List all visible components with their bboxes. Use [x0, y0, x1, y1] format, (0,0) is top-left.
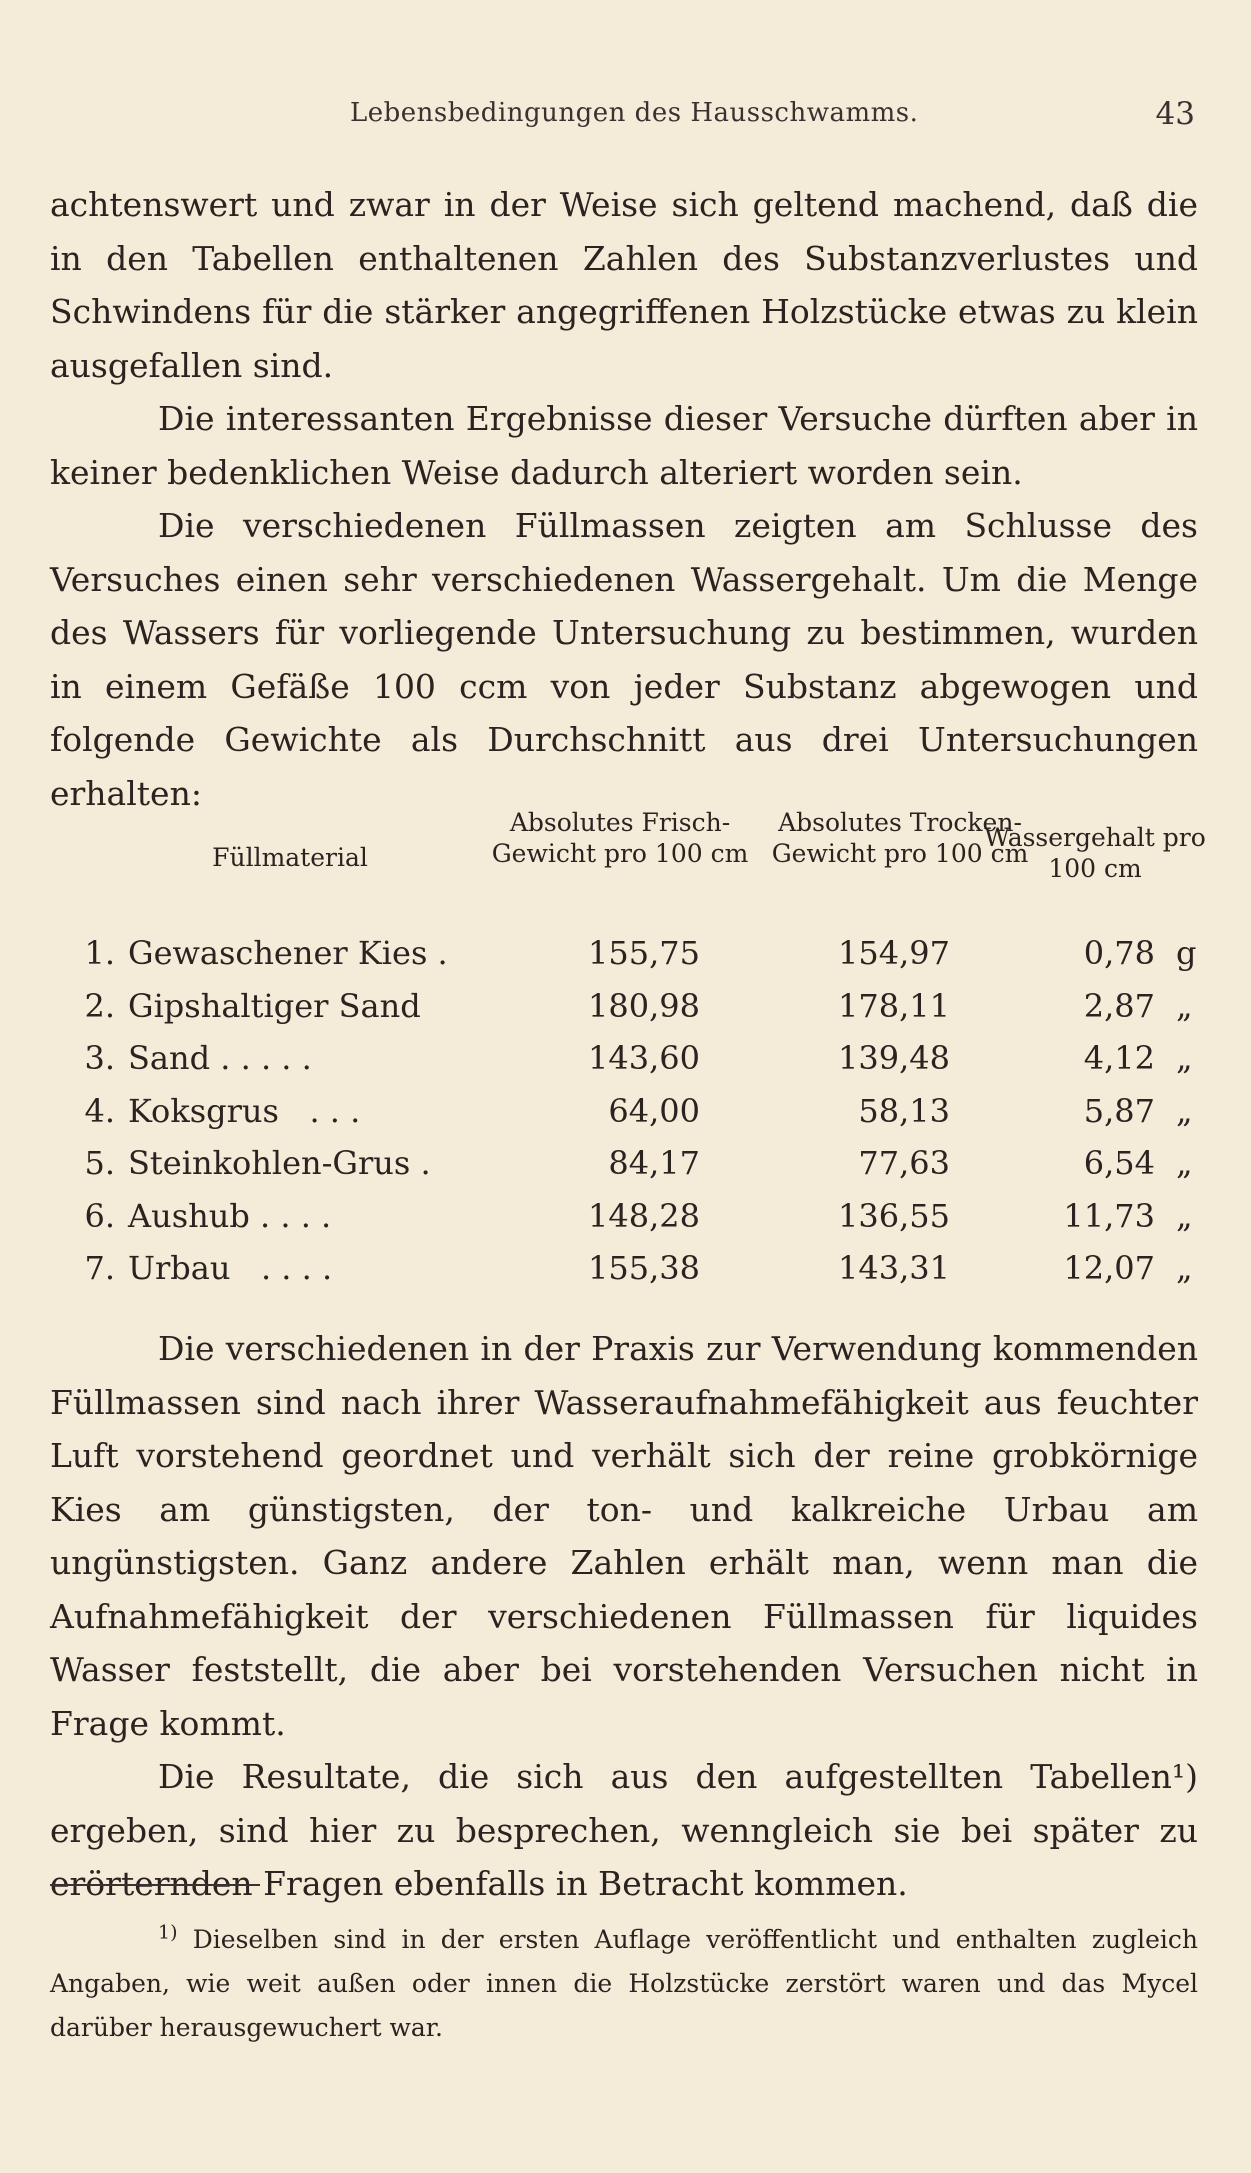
water-content-table — [50, 802, 1206, 1287]
material-name: Gewaschener Kies . — [128, 934, 448, 972]
table-row — [50, 1242, 1198, 1295]
row-number: 4. — [84, 1091, 115, 1130]
table-row — [50, 1032, 1198, 1085]
water-content: 5,87 — [1083, 1091, 1155, 1130]
unit: „ — [1176, 1144, 1193, 1182]
dry-weight: 77,63 — [858, 1144, 950, 1182]
body-text-top — [50, 178, 1198, 820]
water-content: 12,07 — [1063, 1249, 1155, 1287]
dry-weight: 139,48 — [838, 1039, 950, 1077]
header-material: Füllmaterial — [212, 843, 368, 872]
paragraph: Die verschiedenen Füllmassen zeigten am Schlusse des Versuches einen sehr verschiedenen Wassergehalt. Um die Menge des Wassers für vorliegende Untersuchung zu bestimmen, wurden in einem Gefäße 100 ccm von jeder Substanz abgewogen und folgende Gewichte als Durchschnitt aus drei Untersuchungen erhalten: — [50, 506, 1198, 813]
fresh-weight: 155,38 — [588, 1249, 700, 1287]
water-content: 0,78 — [1083, 934, 1155, 972]
fresh-weight: 148,28 — [588, 1196, 700, 1235]
unit: „ — [1176, 1249, 1193, 1287]
table-body — [50, 927, 1198, 1295]
dry-weight: 154,97 — [838, 934, 950, 972]
row-number: 3. — [84, 1039, 115, 1077]
material-name: Gipshaltiger Sand — [128, 986, 421, 1025]
material-name: Koksgrus . . . — [128, 1091, 361, 1130]
paragraph: Die Resultate, die sich aus den aufgestellten Tabellen¹) ergeben, sind hier zu besprechen, wenngleich sie bei später zu erörternden Fragen ebenfalls in Betracht kommen. — [50, 1757, 1198, 1903]
table-row — [50, 980, 1198, 1033]
fresh-weight: 155,75 — [588, 934, 700, 972]
footnote — [50, 1918, 1198, 2050]
table-row — [50, 1085, 1198, 1138]
footnote-mark: 1) — [158, 1921, 178, 1944]
paragraph: Die verschiedenen in der Praxis zur Verwendung kommenden Füllmassen sind nach ihrer Wasseraufnahmefähigkeit aus feuchter Luft vorstehend geordnet und verhält sich der reine grobkörnige Kies am günstigsten, der ton- und kalkreiche Urbau am ungünstigsten. Ganz andere Zahlen erhält man, wenn man die Aufnahmefähigkeit der verschiedenen Füllmassen für liquides Wasser feststellt, die aber bei vorstehenden Versuchen nicht in Frage kommt. — [50, 1329, 1198, 1743]
unit: „ — [1176, 1039, 1193, 1077]
page-header — [0, 92, 1251, 136]
fresh-weight: 143,60 — [588, 1039, 700, 1077]
water-content: 11,73 — [1063, 1196, 1155, 1235]
water-content: 2,87 — [1083, 986, 1155, 1025]
unit: „ — [1176, 986, 1193, 1025]
material-name: Steinkohlen-Grus . — [128, 1144, 431, 1182]
fresh-weight: 180,98 — [588, 986, 700, 1025]
header-water-content: Wassergehalt pro 100 cm — [984, 823, 1206, 883]
running-head: Lebensbedingungen des Hausschwamms. — [350, 98, 919, 128]
table-row — [50, 1190, 1198, 1243]
row-number: 1. — [84, 934, 115, 972]
paragraph: achtenswert und zwar in der Weise sich geltend machend, daß die in den Tabellen enthaltenen Zahlen des Substanzverlustes und Schwindens für die stärker angegriffenen Holzstücke etwas zu klein ausgefallen sind. — [50, 185, 1198, 385]
footnote-rule — [50, 1884, 260, 1886]
dry-weight: 58,13 — [858, 1091, 950, 1130]
row-number: 6. — [84, 1196, 115, 1235]
unit: „ — [1176, 1196, 1193, 1235]
row-number: 7. — [84, 1249, 115, 1287]
footnote-text: Dieselben sind in der ersten Auflage veröffentlicht und enthalten zugleich Angaben, wie weit außen oder innen die Holzstücke zerstört waren und das Mycel darüber herausgewuchert war. — [50, 1925, 1198, 2042]
dry-weight: 178,11 — [838, 986, 950, 1025]
fresh-weight: 84,17 — [608, 1144, 700, 1182]
unit: g — [1176, 934, 1197, 972]
material-name: Sand . . . . . — [128, 1039, 312, 1077]
table-header — [50, 802, 1206, 922]
dry-weight: 143,31 — [838, 1249, 950, 1287]
water-content: 4,12 — [1083, 1039, 1155, 1077]
dry-weight: 136,55 — [838, 1196, 950, 1235]
header-fresh-weight: Absolutes Frisch-Gewicht pro 100 cm — [491, 808, 749, 868]
page-number: 43 — [1155, 96, 1195, 132]
row-number: 2. — [84, 986, 115, 1025]
row-number: 5. — [84, 1144, 115, 1182]
unit: „ — [1176, 1091, 1193, 1130]
table-row — [50, 1137, 1198, 1190]
material-name: Urbau . . . . — [128, 1249, 333, 1287]
fresh-weight: 64,00 — [608, 1091, 700, 1130]
header-dry-weight: Absolutes Trocken-Gewicht pro 100 cm — [771, 808, 1029, 868]
material-name: Aushub . . . . — [128, 1196, 332, 1235]
paragraph: Die interessanten Ergebnisse dieser Versuche dürften aber in keiner bedenklichen Weise dadurch alteriert worden sein. — [50, 399, 1198, 492]
body-text-bottom — [50, 1322, 1198, 1911]
table-row — [50, 927, 1198, 980]
footnote-paragraph — [50, 1918, 1198, 2050]
water-content: 6,54 — [1083, 1144, 1155, 1182]
